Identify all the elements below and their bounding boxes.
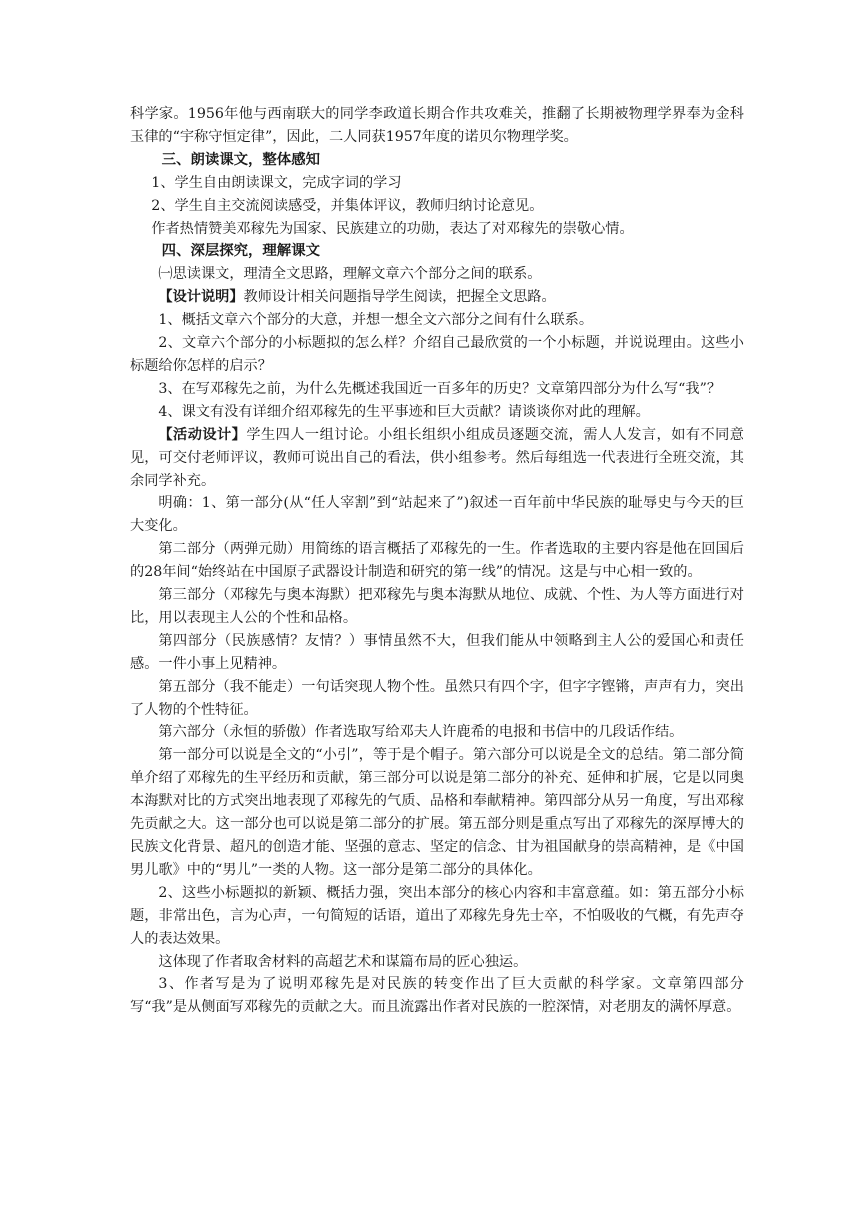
paragraph-summary: 作者热情赞美邓稼先为国家、民族建立的功勋，表达了对邓稼先的崇敬心情。 (151, 220, 634, 237)
paragraph-design-note (130, 286, 744, 309)
paragraph-question-2: 2、文章六个部分的小标题拟的怎么样？介绍自己最欣赏的一个小标题，并说说理由。这些小标题给你怎样的启示？ (130, 335, 744, 374)
paragraph-question-4: 4、课文有没有详细介绍邓稼先的生平事迹和巨大贡献？请谈谈你对此的理解。 (158, 403, 650, 420)
section-heading-3: 三、朗读课文，整体感知 (161, 150, 320, 168)
paragraph-question-3: 3、在写邓稼先之前，为什么先概述我国近一百多年的历史？文章第四部分为什么写“我”？ (158, 380, 722, 397)
paragraph-answer-3: 3、作者写是为了说明邓稼先是对民族的转变作出了巨大贡献的科学家。文章第四部分写“我”是从侧面写邓稼先的贡献之大。而且流露出作者对民族的一腔深情，对老朋友的满怀厚意。 (130, 976, 744, 1016)
paragraph-part-3: 第三部分（邓稼先与奥本海默）把邓稼先与奥本海默从地位、成就、个性、为人等方面进行对比，用以表现主人公的个性和品格。 (130, 587, 744, 626)
activity-label: 【活动设计】 (158, 426, 247, 443)
paragraph-intro: 科学家。1956年他与西南联大的同学李政道长期合作共攻难关，推翻了长期被物理学界奉为金科玉律的“宇称守恒定律”，因此，二人同获1957年度的诺贝尔物理学奖。 (130, 106, 744, 145)
paragraph-answer-2: 2、这些小标题拟的新颖、概括力强，突出本部分的核心内容和丰富意蕴。如：第五部分小标题，非常出色，言为心声，一句简短的话语，道出了邓稼先身先士卒，不怕吸收的气概，有先声夺人的表达效果。 (130, 884, 744, 947)
paragraph-part-4: 第四部分（民族感情？友情？）事情虽然不大，但我们能从中领略到主人公的爱国心和责任感。一件小事上见精神。 (130, 632, 744, 672)
paragraph-task-1: ㈠思读课文，理清全文思路，理解文章六个部分之间的联系。 (158, 266, 542, 283)
paragraph-answer-1: 明确：1、第一部分(从“任人宰割”到“站起来了”)叙述一百年前中华民族的耻辱史与今天的巨大变化。 (130, 495, 744, 535)
paragraph-conclusion: 这体现了作者取舍材料的高超艺术和谋篇布局的匠心独运。 (158, 953, 528, 970)
design-note-text: 教师设计相关问题指导学生阅读，把握全文思路。 (243, 289, 556, 306)
paragraph-read-1: 1、学生自由朗读课文，完成字词的学习 (151, 174, 402, 191)
paragraph-structure: 第一部分可以说是全文的“小引”，等于是个帽子。第六部分可以说是全文的总结。第二部分简单介绍了邓稼先的生平经历和贡献，第三部分可以说是第二部分的补充、延伸和扩展，它是以同奥本海默对比的方式突出地表现了邓稼先的气质、品格和奉献精神。第四部分从另一角度，写出邓稼先贡献之大。这一部分也可以说是第二部分的扩展。第五部分则是重点写出了邓稼先的深厚博大的民族文化背景、超凡的创造才能、坚强的意志、坚定的信念、甘为祖国献身的崇高精神，是《中国男儿歌》中的“男儿”一类的人物。这一部分是第二部分的具体化。 (130, 747, 744, 878)
paragraph-part-5: 第五部分（我不能走）一句话突现人物个性。虽然只有四个字，但字字铿锵，声声有力，突出了人物的个性特征。 (130, 678, 744, 718)
paragraph-activity (130, 424, 744, 493)
section-heading-4: 四、深层探究，理解课文 (161, 242, 320, 260)
activity-text: 学生四人一组讨论。小组长组织小组成员逐题交流，需人人发言，如有不同意见，可交付老师评议，教师可说出自己的看法，供小组参考。然后每组选一代表进行全班交流，其余同学补充。 (130, 426, 744, 489)
design-note-label: 【设计说明】 (158, 289, 244, 306)
paragraph-part-6: 第六部分（永恒的骄傲）作者选取写给邓夫人许鹿希的电报和书信中的几段话作结。 (158, 724, 684, 741)
paragraph-part-2: 第二部分（两弹元勋）用简练的语言概括了邓稼先的一生。作者选取的主要内容是他在回国后的28年间“始终站在中国原子武器设计制造和研究的第一线”的情况。这是与中心相一致的。 (130, 541, 744, 581)
paragraph-read-2: 2、学生自主交流阅读感受，并集体评议，教师归纳讨论意见。 (151, 197, 544, 214)
paragraph-question-1: 1、概括文章六个部分的大意，并想一想全文六部分之间有什么联系。 (158, 312, 594, 329)
